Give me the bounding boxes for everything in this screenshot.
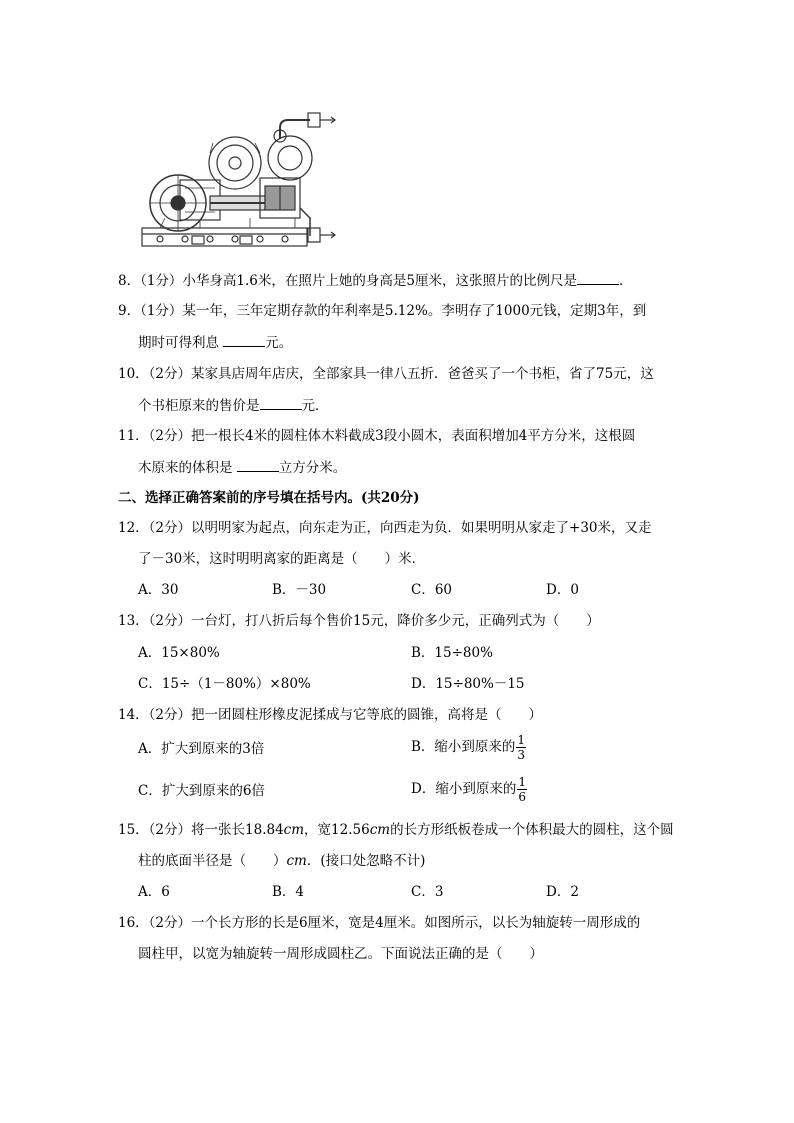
q11-line1: 11．（2分）把一根长4米的圆柱体木料截成3段小圆木，表面积增加4平方分米，这根圆 [118, 428, 636, 444]
q11-line2: 木原来的体积是 [138, 460, 237, 476]
question-15-line2 [138, 851, 425, 871]
q16-line1: 16．（2分）一个长方形的长是6厘米，宽是4厘米。如图所示，以长为轴旋转一周形成的 [118, 915, 641, 931]
question-8 [118, 270, 678, 291]
q12-line1: 12．（2分）以明明家为起点，向东走为正，向西走为负．如果明明从家走了+30米，又走 [118, 520, 652, 536]
q14-option-a[interactable]: A．扩大到原来的3倍 [138, 741, 265, 757]
q13-option-d[interactable]: D．15÷80%－15 [411, 676, 525, 692]
q14-option-d-text: D．缩小到原来的 [411, 781, 517, 797]
fraction-numerator: 1 [518, 775, 526, 789]
q10-line2: 个书柜原来的售价是 [138, 398, 260, 414]
q13-option-b[interactable]: B．15÷80% [411, 645, 493, 661]
question-10 [118, 364, 678, 384]
question-16-line2 [138, 944, 543, 964]
question-10-line2 [138, 395, 329, 416]
q15-unit-3: cm [286, 853, 307, 869]
q14-option-d[interactable] [411, 775, 527, 804]
q12-line2: 了－30米，这时明明离家的距离是（ ）米． [138, 551, 426, 567]
q15-line2b: ．(接口处忽略不计) [306, 853, 426, 869]
question-13 [118, 611, 678, 631]
question-14 [118, 705, 678, 725]
q15-unit-1: cm [283, 822, 305, 838]
question-9-line2 [138, 332, 292, 353]
q15-line1b: ，宽12.56 [304, 822, 370, 838]
q10-blank[interactable] [260, 395, 302, 410]
fraction-denominator: 6 [518, 790, 526, 804]
q12-option-b[interactable]: B．－30 [272, 582, 327, 598]
question-12-line2 [138, 549, 425, 569]
q11-blank[interactable] [237, 457, 279, 472]
q14-option-c[interactable]: C．扩大到原来的6倍 [138, 783, 265, 799]
question-9 [118, 301, 678, 321]
q8-text: 8．（1分）小华身高1.6米，在照片上她的身高是5厘米，这张照片的比例尺是 [118, 273, 577, 289]
q15-line2a: 柱的底面半径是（ ） [138, 853, 287, 869]
q15-option-c[interactable]: C．3 [411, 884, 444, 900]
q9-line1: 9．（1分）某一年，三年定期存款的年利率是5.12%。李明存了1000元钱，定期3年，到 [118, 303, 647, 319]
q10-end: 元． [301, 398, 329, 414]
q9-line2: 期时可得利息 [138, 335, 224, 351]
q14-option-b-fraction [516, 733, 526, 762]
q12-option-d[interactable]: D．0 [546, 582, 579, 598]
q10-line1: 10．（2分）某家具店周年店庆，全部家具一律八五折．爸爸买了一个书柜，省了75元，这 [118, 366, 654, 382]
question-12 [118, 518, 678, 538]
question-11-line2 [138, 457, 346, 478]
q15-unit-2: cm [369, 822, 391, 838]
q12-option-a[interactable]: A．30 [138, 582, 179, 598]
q15-line1c: 的长方形纸板卷成一个体积最大的圆柱，这个圆 [390, 822, 674, 838]
q11-end: 立方分米。 [278, 460, 347, 476]
fraction-denominator: 3 [517, 748, 526, 762]
q9-blank[interactable] [223, 332, 265, 347]
machine-diagram [140, 108, 340, 253]
q15-line1a: 15．（2分）将一张长18.84 [118, 822, 284, 838]
question-11 [118, 426, 678, 446]
q13-option-a[interactable]: A．15×80% [138, 645, 220, 661]
q14-option-d-fraction [517, 775, 527, 804]
q14-option-b[interactable] [411, 733, 526, 762]
q15-option-a[interactable]: A．6 [138, 884, 170, 900]
fraction-numerator: 1 [517, 733, 526, 747]
q13-option-c[interactable]: C．15÷（1－80%）×80% [138, 676, 311, 692]
q14-line1: 14．（2分）把一团圆柱形橡皮泥揉成与它等底的圆锥，高将是（ ） [118, 707, 543, 723]
q9-end: 元。 [265, 335, 293, 351]
question-15 [118, 820, 678, 840]
section-2-heading: 二、选择正确答案前的序号填在括号内。(共20分) [118, 490, 420, 506]
q15-option-d[interactable]: D．2 [546, 884, 579, 900]
q14-option-b-text: B．缩小到原来的 [411, 739, 516, 755]
q8-end: ． [619, 273, 633, 289]
q13-line1: 13．（2分）一台灯，打八折后每个售价15元，降价多少元，正确列式为（ ） [118, 613, 600, 629]
q12-option-c[interactable]: C．60 [411, 582, 453, 598]
q15-option-b[interactable]: B．4 [272, 884, 305, 900]
q8-blank[interactable] [577, 270, 619, 285]
q16-line2: 圆柱甲，以宽为轴旋转一周形成圆柱乙。下面说法正确的是（ ） [138, 946, 543, 962]
question-16 [118, 913, 678, 933]
